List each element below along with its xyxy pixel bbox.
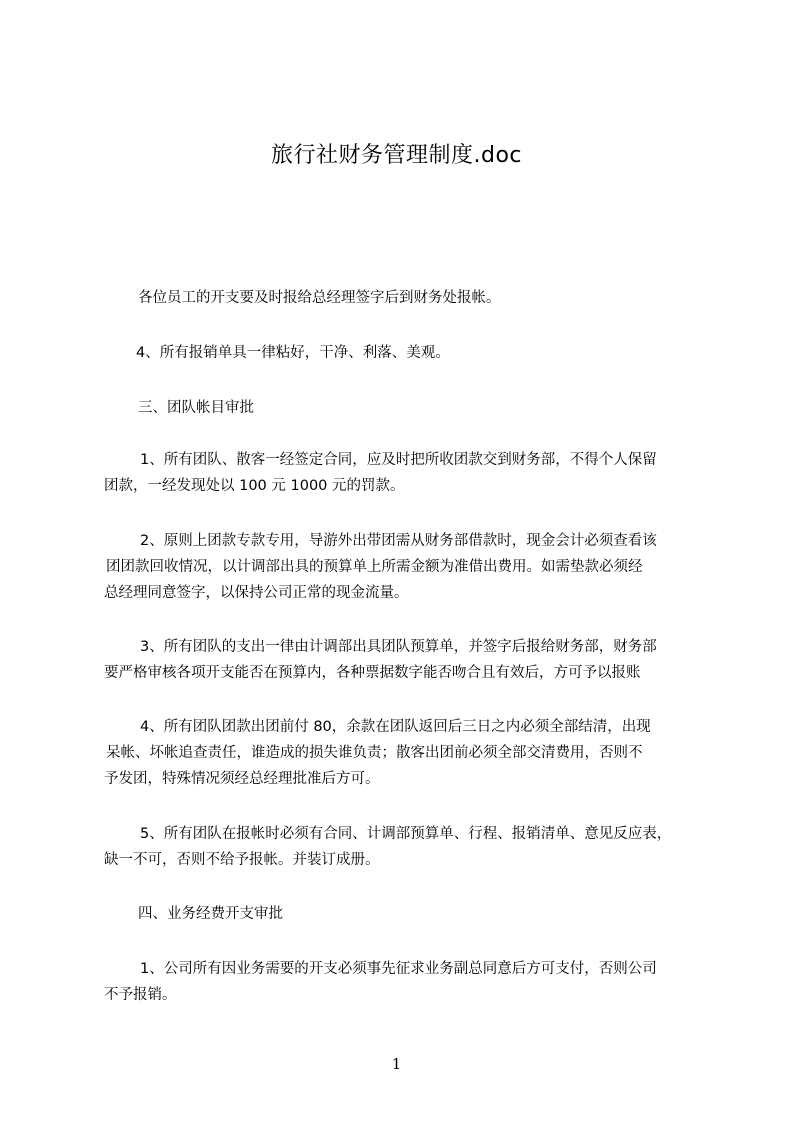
section-heading [104,901,724,927]
paragraph [104,714,724,792]
paragraph-line: 呆帐、坏帐追查责任，谁造成的损失谁负责；散客出团前必须全部交清费用，否则不 [106,745,643,761]
paragraph-line: 不予报销。 [104,987,177,1003]
section-heading [104,395,724,421]
paragraph [104,447,724,499]
paragraph-line: 3、所有团队的支出一律由计调部出具团队预算单，并签字后报给财务部，财务部 [140,639,657,655]
page-number: 1 [391,1055,402,1073]
paragraph [104,528,724,606]
paragraph-line: 予发团，特殊情况须经总经理批准后方可。 [104,771,380,787]
paragraph-line: 5、所有团队在报帐时必须有合同、计调部预算单、行程、报销清单、意见反应表， [140,826,672,842]
paragraph-line: 4、所有团队团款出团前付 80，余款在团队返回后三日之内必须全部结清，出现 [140,719,651,735]
paragraph-line: 各位员工的开支要及时报给总经理签字后到财务处报帐。 [138,290,501,306]
paragraph [104,340,724,366]
paragraph-line: 团款，一经发现处以 100 元 1000 元的罚款。 [104,478,405,494]
document-title: 旅行社财务管理制度.doc [270,143,522,168]
paragraph-line: 1、所有团队、散客一经签定合同，应及时把所收团款交到财务部，不得个人保留 [140,452,657,468]
paragraph-line: 四、业务经费开支审批 [138,906,283,922]
paragraph-line: 三、团队帐目审批 [138,400,254,416]
paragraph-line: 4、所有报销单具一律粘好，干净、利落、美观。 [136,345,450,361]
paragraph [104,821,724,873]
paragraph [104,956,724,1008]
paragraph-line: 总经理同意签字，以保持公司正常的现金流量。 [104,585,409,601]
paragraph-line: 缺一不可，否则不给予报帐。并装订成册。 [104,852,380,868]
paragraph [104,634,724,686]
paragraph-line: 2、原则上团款专款专用，导游外出带团需从财务部借款时，现金会计必须查看该 [140,533,657,549]
paragraph [104,285,724,311]
paragraph-line: 团团款回收情况，以计调部出具的预算单上所需金额为准借出费用。如需垫款必须经 [106,559,643,575]
paragraph-line: 1、公司所有因业务需要的开支必须事先征求业务副总同意后方可支付，否则公司 [140,961,657,977]
paragraph-line: 要严格审核各项开支能否在预算内，各种票据数字能否吻合且有效后，方可予以报账 [104,665,641,681]
